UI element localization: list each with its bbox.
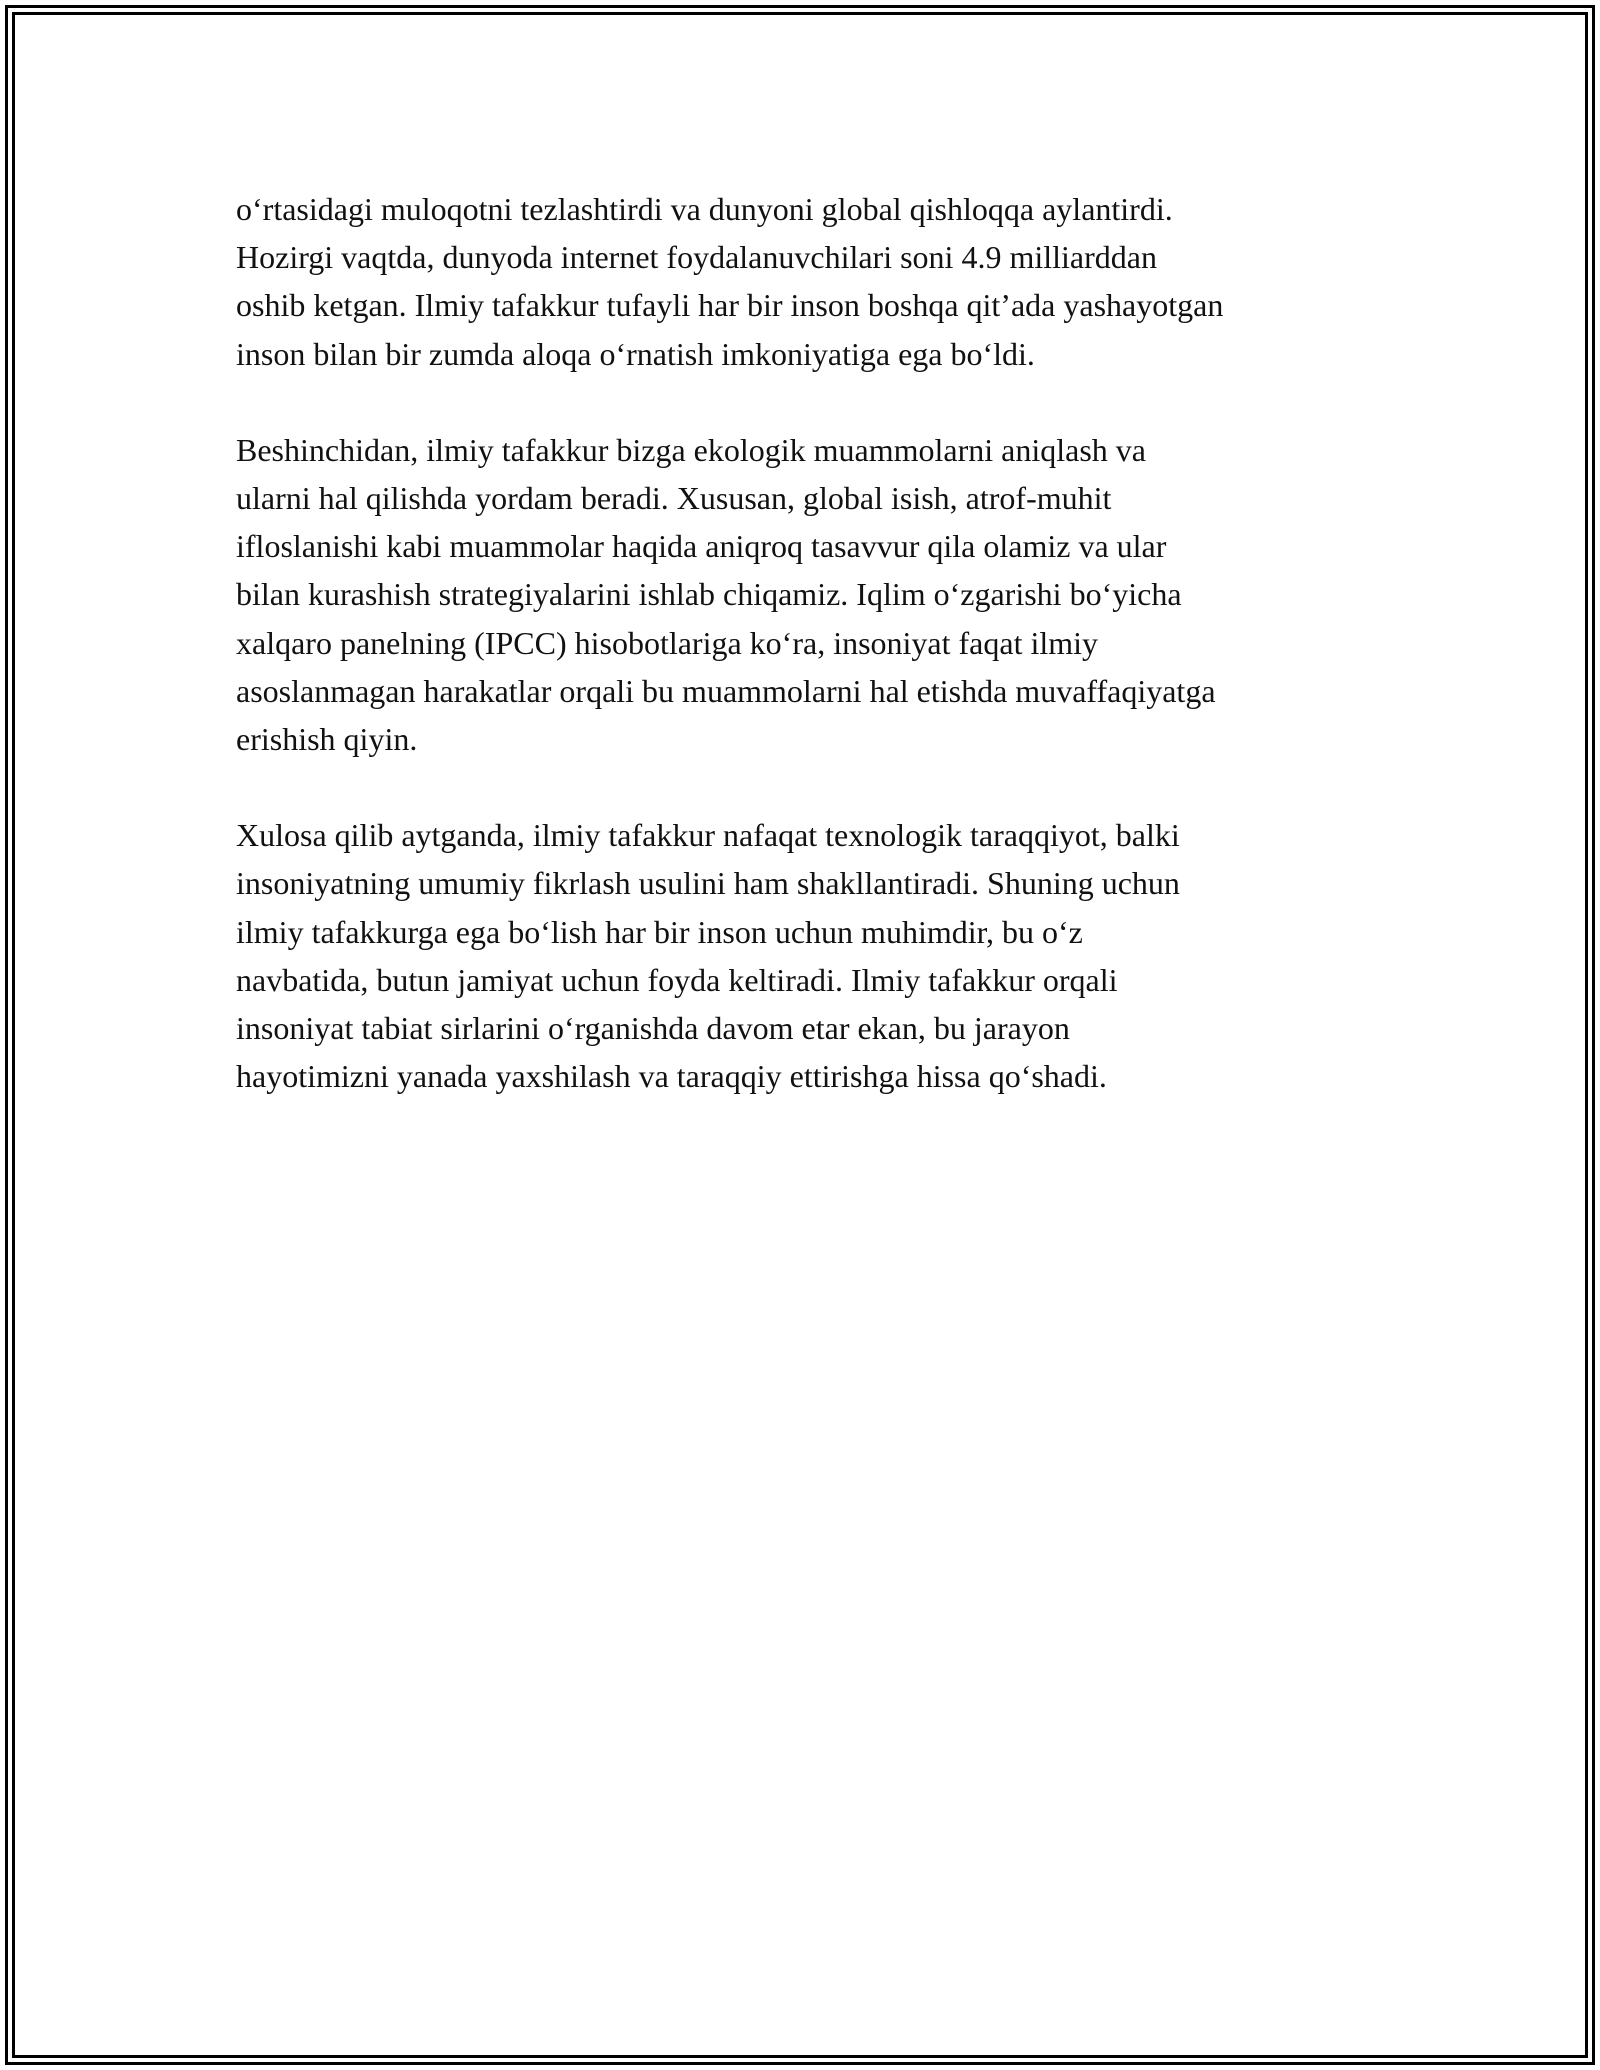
text-line: ilmiy tafakkurga ega bo‘lish har bir inson uchun muhimdir, bu o‘z — [236, 913, 1083, 950]
text-line: Beshinchidan, ilmiy tafakkur bizga ekologik muammolarni aniqlash va — [236, 431, 1146, 468]
text-line: Xulosa qilib aytganda, ilmiy tafakkur nafaqat texnologik taraqqiyot, balki — [236, 817, 1180, 854]
text-line: inson bilan bir zumda aloqa o‘rnatish imkoniyatiga ega bo‘ldi. — [236, 335, 1035, 372]
text-line: xalqaro panelning (IPCC) hisobotlariga ko‘ra, insoniyat faqat ilmiy — [236, 624, 1099, 661]
text-line: ifloslanishi kabi muammolar haqida aniqroq tasavvur qila olamiz va ular — [236, 528, 1167, 565]
text-line: navbatida, butun jamiyat uchun foyda keltiradi. Ilmiy tafakkur orqali — [236, 961, 1118, 998]
text-line: insoniyat tabiat sirlarini o‘rganishda davom etar ekan, bu jarayon — [236, 1010, 1070, 1047]
text-line: bilan kurashish strategiyalarini ishlab chiqamiz. Iqlim o‘zgarishi bo‘yicha — [236, 576, 1182, 613]
text-line: erishish qiyin. — [236, 721, 418, 758]
document-body — [236, 185, 1386, 1148]
text-line: o‘rtasidagi muloqotni tezlashtirdi va dunyoni global qishloqqa aylantirdi. — [236, 191, 1173, 227]
text-line: ularni hal qilishda yordam beradi. Xususan, global isish, atrof-muhit — [236, 480, 1112, 517]
paragraph-3 — [236, 811, 1386, 1100]
text-line: insoniyatning umumiy fikrlash usulini ham shakllantiradi. Shuning uchun — [236, 865, 1180, 902]
text-line: asoslanmagan harakatlar orqali bu muammolarni hal etishda muvaffaqiyatga — [236, 672, 1216, 709]
paragraph-2 — [236, 426, 1386, 763]
text-line: oshib ketgan. Ilmiy tafakkur tufayli har bir inson boshqa qit’ada yashayotgan — [236, 287, 1224, 324]
text-line: Hozirgi vaqtda, dunyoda internet foydalanuvchilari soni 4.9 milliarddan — [236, 239, 1157, 276]
paragraph-1 — [236, 185, 1386, 378]
text-line: hayotimizni yanada yaxshilash va taraqqiy ettirishga hissa qo‘shadi. — [236, 1058, 1107, 1095]
